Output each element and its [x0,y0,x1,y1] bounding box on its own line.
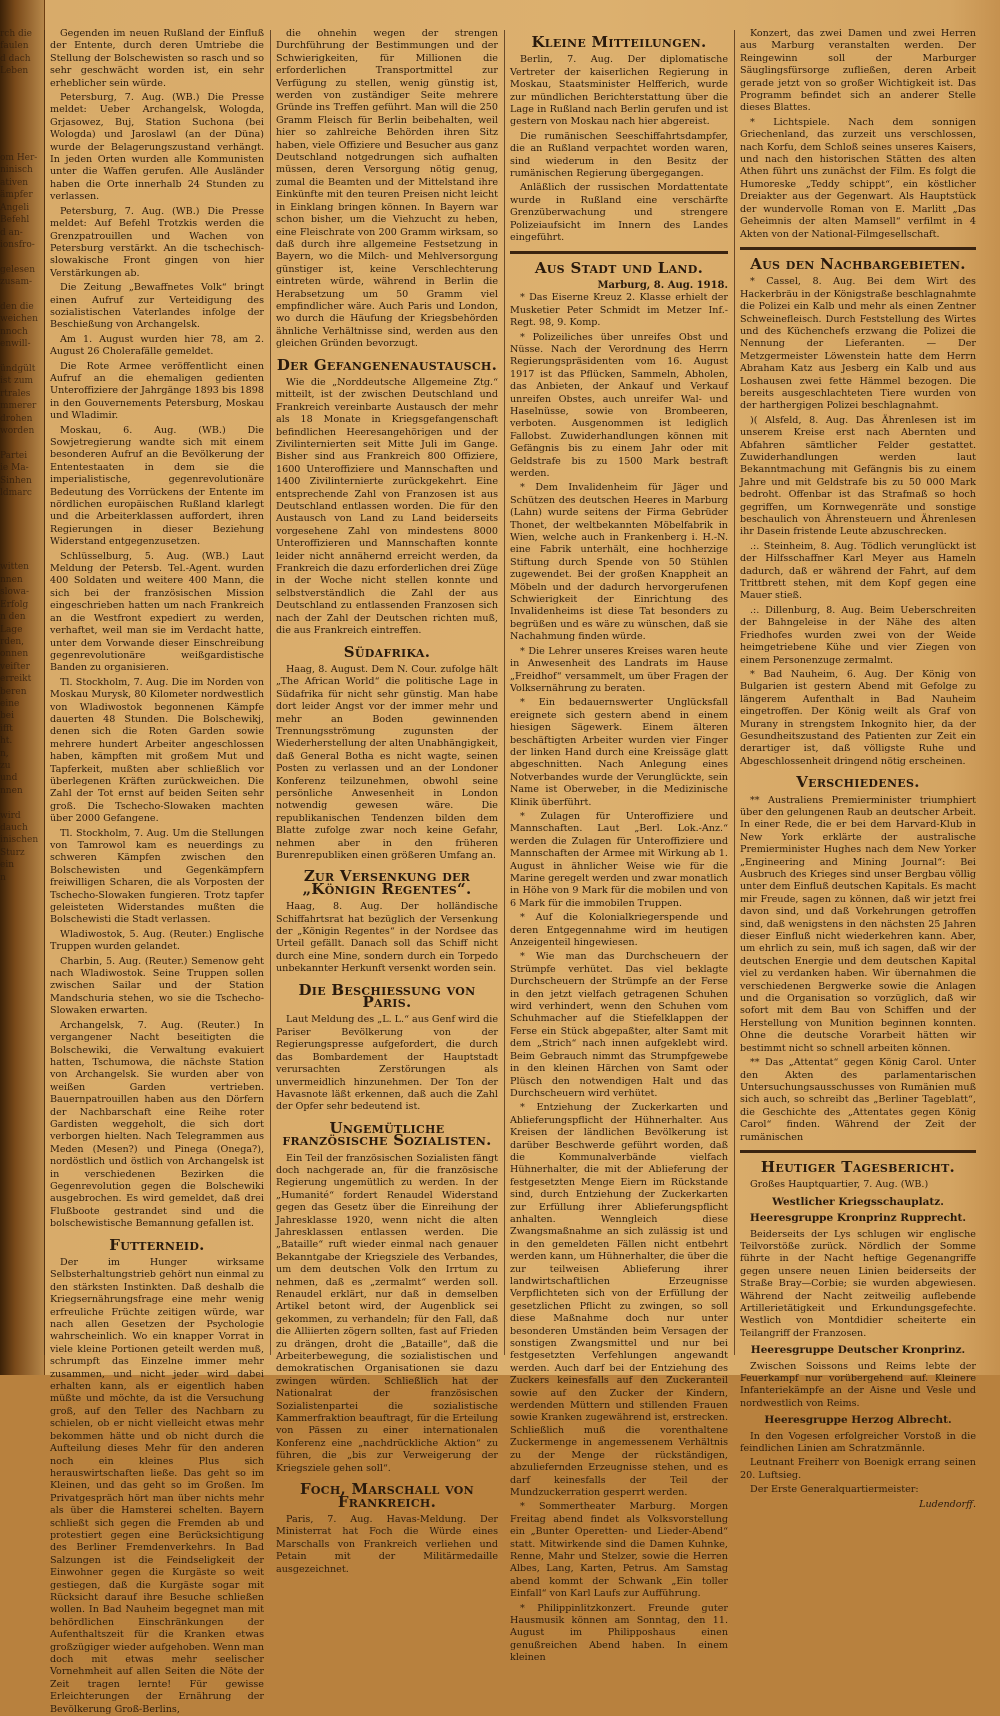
article-paragraph: * Die Lehrer unseres Kreises waren heute in Anwesenheit des Landrats im Hause „Freidhof“ versammelt, um über Fragen der Volksernährung zu beraten. [510,645,728,694]
column-2 [276,28,498,1575]
article-paragraph: Am 1. August wurden hier 78, am 2. August 26 Cholerafälle gemeldet. [50,333,264,358]
margin-fragment [0,549,38,561]
margin-fragment: enwill- [0,339,31,350]
margin-fragment: Leben [0,66,29,77]
article-paragraph: * Entziehung der Zuckerkarten und Ablieferungspflicht der Hühnerhalter. Aus Kreisen der ländlichen Bevölkerung ist darüber Beschwerde geführt worden, daß die Kommunalverbände vielfach Hühnerhalter, die mit der Ablieferung der festgesetzten Menge Eiern im Rückstande sind, durch Entziehung der Zuckerkarten zur Erfüllung ihrer Ablieferungspflicht anhalten. Wenngleich diese Zwangsmaßnahme an sich zulässig ist und in den gemeldeten Fällen nicht entbehrt werden kann, um Hühnerhalter, die über die zur teilweisen Ablieferung ihrer landwirtschaftlichen Erzeugnisse Verpflichteten sich von der Erfüllung der gesetzlichen Pflicht zu zwingen, so soll diese Maßnahme doch nur unter besonderen Umständen beim Versagen der sonstigen Zwangsmittel und nur bei festgesetzten Verfehlungen angewandt werden. Auch darf bei der Entziehung des Zuckers keinesfalls auf den Zuckeranteil sowie auf den Zucker der Kindern, werdenden Müttern und stillenden Frauen sowie Kranken zugewährend ist, erstrecken. Schließlich muß die vorenthaltene Zuckermenge in angemessenem Verhältnis zu der Menge der rückständigen, abzuliefernden Erzeugnisse stehen, und es darf keinesfalls der Teil der Mundzuckerration gesperrt werden. [510,1102,728,1498]
article-paragraph: In den Vogesen erfolgreicher Vorstoß in die feindlichen Linien am Schratzmännle. [740,1430,976,1455]
margin-fragment: beren [0,686,27,697]
article-paragraph: * Das Eiserne Kreuz 2. Klasse erhielt der Musketier Peter Schmidt im Metzer Inf.-Regt. 98, 9. Komp. [510,292,728,329]
article-headline: Futterneid. [109,1235,205,1254]
article-paragraph: Die Zeitung „Bewaffnetes Volk“ bringt einen Aufruf zur Verteidigung des sozialistischen Vaterlandes infolge der Beschießung von Archangelsk. [50,282,264,331]
article-paragraph: * Cassel, 8. Aug. Bei dem Wirt des Hackerbräu in der Königstraße beschlagnahmte die Polizei ein Kalb und mehr als einen Zentner Schweinefleisch. Durch Feststellung des Wirtes und des Küchenchefs erzwang die Polizei die Nennung der Lieferanten. — Der Metzgermeister Löwenstein hatte dem Herrn Abraham Katz aus Jesberg ein Kalb und aus Loshausen zwei fette Hämmel bezogen. Die bereits ausgeschlachteten Tiere wurden von der harthergigen Polizei beschlagnahmt. [740,276,976,412]
margin-fragment: d dach [0,53,31,64]
margin-fragment: rch die [0,29,32,39]
margin-fragment [0,127,38,139]
margin-fragment [0,537,38,549]
article-paragraph: Moskau, 6. Aug. (WB.) Die Sowjetregierung wandte sich mit einem besonderen Aufruf an die Bevölkerung der Ententestaaten in dem sie die imperialistische, gegenrevolutionäre Bedeutung des Vorrückens der Entente im nördlichen europäischen Rußland klarlegt und die Arbeiterklassen auffordert, ihren Regierungen in dieser Beziehung Widerstand entgegenzusetzen. [50,424,264,548]
section-divider [510,251,728,254]
margin-fragment: ativen [0,177,29,188]
article-paragraph: Anläßlich der russischen Mordattentate wurde in Rußland eine verschärfte Grenzüberwachung und strengere Polizeiaufsicht im Innern des Landes eingeführt. [510,182,728,244]
article-paragraph: Berlin, 7. Aug. Der diplomatische Vertreter der kaiserlichen Regierung in Moskau, Staatsminister Helfferich, wurde zur mündlichen Berichterstattung über die Lage in Rußland nach Berlin gerufen und ist gestern von Moskau nach hier abgereist. [510,54,728,128]
margin-fragment: den die [0,301,34,312]
article-paragraph: * Zulagen für Unteroffiziere und Mannschaften. Laut „Berl. Lok.-Anz.“ werden die Zulagen für Unteroffiziere und Mannschaften der Armee mit Wirkung ab 1. August in ähnlicher Weise wie für die Marine geregelt werden und zwar monatlich in Höhe von 9 Mark für die mobilen und von 6 Mark für die immobilen Truppen. [510,810,728,909]
margin-fragment: zusam- [0,277,33,288]
margin-fragment: onnen [0,649,29,660]
margin-fragment: Partei [0,450,28,461]
article-headline: Foch, Marschall von Frankreich. [299,1480,475,1511]
margin-fragment: mmerer [0,401,37,412]
margin-fragment: faulen [0,41,29,52]
margin-fragment: ie Ma- [0,463,29,474]
dateline: Marburg, 8. Aug. 1918. [597,279,728,291]
margin-fragment: Sinhen [0,475,32,486]
article-paragraph: ** Das „Attentat“ gegen König Carol. Unter den Akten des parlamentarischen Untersuchungsausschusses von Rumänien muß sich auch, so schreibt das „Berliner Tageblatt“, die Geschichte des „Attentates gegen König Carol“ finden. Während der Zeit der rumänischen [740,1057,976,1143]
article-paragraph: * Bad Nauheim, 6. Aug. Der König von Bulgarien ist gestern Abend mit Gefolge zu längerem Aufenthalt in Bad Nauheim eingetroffen. Der König weilt als Graf von Murany in strengstem Inkognito hier, da der Gesundheitszustand des Patienten zur Zeit ein derartiger ist, daß völligste Ruhe und Abgeschlossenheit dringend nötig erscheinen. [740,668,976,767]
margin-fragment [0,499,38,511]
margin-fragment: erreikt [0,674,32,685]
margin-fragment [0,90,38,102]
column-rule [270,30,271,1355]
article-headline: Heutiger Tagesbericht. [760,1157,956,1176]
article-paragraph: Leutnant Freiherr von Boenigk errang seinen 20. Luftsieg. [740,1457,976,1481]
column-rule [44,30,45,1355]
margin-fragment: nnen [0,785,23,796]
article-paragraph: die ohnehin wegen der strengen Durchführung der Bestimmungen und der Schwierigkeiten, für Millionen die erforderlichen Transportmittel zur Verfügung zu stellen, wenig günstig ist, werden von zuständiger Seite mehrere Gründe ins Treffen geführt. Man will die 250 Gramm Fleisch für Berlin beibehalten, weil hier so zahlreiche Behörden ihren Sitz haben, viele Offiziere und Besucher aus ganz Deutschland notgedrungen sich aufhalten müssen, deren Versorgung nötig genug, zumal die Beamten und der Mittelstand ihre Einkünfte mit den teuren Preisen nicht leicht in Einklang bringen können. In Bayern war schon bisher, um die Viehzucht zu heben, eine Fleischrate von 200 Gramm wirksam, so daß durch ihre allgemeine Festsetzung in Bayern, wo die Milch- und Mehlversorgung günstiger ist, keine Verschlechterung eintreten würde, während in Berlin die Herabsetzung um 50 Gramm viel empfindlicher wäre. Auch Paris und London, wo durch die Häufung der Kriegsbehörden ähnliche Verhältnisse sind, werden aus den gleichen Gründen bevorzugt. [276,28,498,350]
margin-fragment: ein [0,860,15,871]
article-paragraph: Konzert, das zwei Damen und zwei Herren aus Marburg veranstalten werden. Der Reingewinn soll der Marburger Säuglingsfürsorge zufließen, deren Arbeit gerade jetzt von so großer Wichtigkeit ist. Das Programm befindet sich an anderer Stelle dieses Blattes. [740,28,976,114]
margin-fragment: n, [0,748,9,759]
margin-fragment: eine [0,698,20,709]
margin-fragment: Befehl [0,215,30,226]
article-paragraph: ** Australiens Premierminister triumphiert über den gelungenen Raub an deutscher Arbeit. In einer Rede, die er bei dem Harvard-Klub in New York erklärte der australische Premierminister Hughes nach dem New Yorker „Engineering and Mining Journal“: Bei Ausbruch des Krieges sind unser Bergbau völlig unter dem Einfluß deutschen Kapitals. Es macht mir Freude, sagen zu können, daß wir jetzt frei davon sind, und daß Vorkehrungen getroffen sind, daß wenigstens in den nächsten 25 Jahren dieser Einfluß nicht wiederkehren kann. Aber, um ehrlich zu sein, muß ich sagen, daß wir der deutschen Energie und dem deutschen Kapital viel zu verdanken haben. Wir übernahmen die verschiedenen Bergwerke sowie die Anlagen und die Organisation so vorzüglich, daß wir sofort mit dem Bau von Schiffen und der Herstellung von Munition beginnen konnten. Ohne die deutsche Vorarbeit hätten wir bestimmt nicht so schnell arbeiten können. [740,794,976,1054]
margin-fragment [0,289,38,301]
article-paragraph: Laut Meldung des „L. L.“ aus Genf wird die Pariser Bevölkerung von der Regierungspresse aufgefordert, die durch das Bombardement der Hauptstadt verursachten Zerstörungen als unvermeidlich hinzunehmen. Der Ton der Havasnote läßt erkennen, daß auch die Zahl der Opfer sehr bedeutend ist. [276,1014,498,1113]
margin-fragment: d an- [0,227,23,238]
margin-fragment: nnen [0,574,23,585]
margin-fragment: bei [0,711,14,722]
article-paragraph: Ein Teil der französischen Sozialisten fängt doch nachgerade an, für die französische Regierung ungemütlich zu werden. In der „Humanité“ fordert Renaudel Widerstand gegen das Gesetz über die Einreihung der Jahresklasse 1920, wenn nicht die alten Jahresklassen entlassen werden. Die „Bataille“ ruft wieder einmal nach genauer Bekanntgabe der Kriegsziele des Verbandes, um dem deutschen Volk den Irrtum zu nehmen, daß es „zermalmt“ werden soll. Renaudel erklärt, nur daß in demselben Artikel betont wird, der Augenblick sei gekommen, zu verhandeln; für den Fall, daß die Alliierten zögern sollten, fast auf Frieden zu drängen, droht die „Bataille“, daß die Arbeiterbewegung, die sozialistischen und demokratischen Organisationen sie dazu zwingen würden. Schließlich hat der Nationalrat der französischen Sozialistenpartei die sozialistische Kammerfraktion beauftragt, für die Erteilung von Pässen zu einer internationalen Konferenz eine „nachdrückliche Aktion“ zu führen, die „bis zur Verweigerung der Kriegsziele gehen soll“. [276,1152,498,1474]
previous-page-margin [0,28,38,1361]
article-paragraph: Tl. Stockholm, 7. Aug. Um die Stellungen von Tamrowol kam es neuerdings zu schweren Kämpfen zwischen den Bolschewisten und Gegenkämpfern freiwilligen Scharen, die als Vorposten der Tschecho-Slowaken fungieren. Trotz tapfer geleisteten Widerstandes mußten die Bolschewisti die Stadt verlassen. [50,827,264,926]
margin-fragment [0,115,38,127]
article-paragraph: * Wie man das Durchscheuern der Strümpfe verhütet. Das viel beklagte Durchscheuern der Strümpfe an der Ferse in den jetzt vielfach getragenen Schuhen wird verhindert, wenn den Schuhen vom Schuhmacher auf die Stiefelklappen der Ferse ein Stück abgepaßter, alter Samt mit dem „Strich“ nach innen aufgeklebt wird. Beim Gebrauch nimmt das Strumpfgewebe in den kleinen Härchen von Samt oder Plüsch den notwendigen Halt und das Durchscheuern wird verhütet. [510,951,728,1099]
column-3 [510,28,728,1664]
article-paragraph: * Dem Invalidenheim für Jäger und Schützen des deutschen Heeres in Marburg (Lahn) wurde seitens der Firma Gebrüder Thonet, der weltbekannten Möbelfabrik in Wien, welche auch in Frankenberg i. H.-N. eine Fabrik unterhält, eine hochherzige Stiftung durch Spende von 50 Stühlen zugewendet. Bei der großen Knappheit an Möbeln und der dadurch hervorgerufenen Schwierigkeit der Einrichtung des Invalidenheims ist diese Tat besonders zu begrüßen und es wäre zu wünschen, daß sie Nachahmung finden würde. [510,482,728,643]
margin-fragment: ist zum [0,376,34,387]
margin-fragment: ionsfro- [0,239,35,250]
margin-fragment: nnoch [0,326,28,337]
margin-fragment [0,78,38,90]
article-paragraph: Tl. Stockholm, 7. Aug. Die im Norden von Moskau Murysk, 80 Kilometer nordwestlich von Wladiwostok begonnenen Kämpfe dauerten 48 Stunden. Die Bolschewikj, denen sich die Roten Garden sowie mehrere hundert Arbeiter angeschlossen haben, kämpften mit großem Mut und Tapferkeit, mußten aber schließlich vor überlegenen Kräften zurückweichen. Die Zahl der Tot ernst auf beiden Seiten sehr groß. Die Tschecho-Slowaken machten über 2000 Gefangene. [50,676,264,825]
margin-fragment: inischen [0,835,39,846]
column-1 [50,28,264,1715]
article-headline: Aus den Nachbargebieten. [750,254,966,273]
article-headline: Aus Stadt und Land. [534,258,704,277]
article-paragraph: Gegenden im neuen Rußland der Einfluß der Entente, durch deren Umtriebe die Stellung der Bolschewisten so rasch und so sehr geschwächt worden ist, ein sehr erheblicher sein würde. [50,28,264,89]
margin-fragment [0,140,38,152]
signature-line: Ludendorff. [919,1498,976,1510]
margin-fragment [0,797,38,809]
article-headline: Die Beschießung von Paris. [298,980,476,1012]
article-paragraph: Paris, 7. Aug. Havas-Meldung. Der Ministerrat hat Foch die Würde eines Marschalls von Frankreich verliehen und Petain mit der Militärmedaille ausgezeichnet. [276,1513,498,1575]
article-paragraph: Wie die „Norddeutsche Allgemeine Ztg.“ mitteilt, ist der zwischen Deutschland und Frankreich vereinbarte Austausch der mehr als 18 Monate in Kriegsgefangenschaft befindlichen Heeresangehörigen und der Zivilinternierten seit Mitte Juli im Gange. Bisher sind aus Frankreich 800 Offiziere, 1600 Unteroffiziere und Mannschaften und 1400 Zivilinternierte zurückgekehrt. Eine entsprechende Zahl von Franzosen ist aus Deutschland entlassen worden. Die für den Austausch von Land zu Land beiderseits vorgesehene Zahl von mindestens 8000 Unteroffizieren und Mannschaften konnte leider nicht annähernd erreicht werden, da Frankreich die dazu erforderlichen drei Züge in der Woche nicht stellen konnte und selbstverständlich die Zahl der aus Deutschland zu entlassenden Franzosen sich nach der Zahl der Deutschen richten muß, die aus Frankreich eintreffen. [276,376,498,637]
margin-fragment: gelesen [0,264,36,275]
article-paragraph: .:. Steinheim, 8. Aug. Tödlich verunglückt ist der Hilfsschaffner Karl Meyer aus Hameln dadurch, daß er während der Fahrt, auf dem Trittbrett stehen, mit dem Kopf gegen eine Mauer stieß. [740,540,976,602]
margin-fragment: ht. [0,736,13,747]
article-headline: Kleine Mitteilungen. [531,33,707,51]
margin-fragment: Angeli [0,202,30,213]
article-paragraph: Archangelsk, 7. Aug. (Reuter.) In vergangener Nacht beseitigten die Bolschewiki, die Verwaltung evakuiert hatten, Tschumowa, die nächste Station von Archangelsk. Sie wurden aber von weißen Garden vertrieben. Bauernpatrouillen haben aus den Dörfern der Nachbarschaft eine Reihe roter Gardisten weggeholt, die sich dort verborgen hielten. Nach Telegrammen aus Meden (Mesen?) und Pinega (Onega?), nordöstlich und östlich von Archangelsk ist in verschiedenen Bezirken die Gegenrevolution gegen die Bolschewiki ausgebrochen. Es wird gemeldet, daß drei Flußboote gestrandet sind und die bolschewistische Bemannung gefallen ist. [50,1019,264,1230]
article-paragraph: Haag, 8. Aug. Der holländische Schiffahrtsrat hat bezüglich der Versenkung der „Königin Regentes“ in der Nordsee das Urteil gefällt. Danach soll das Schiff nicht durch eine Mine, sondern durch ein Torpedo unbekannter Herkunft versenkt worden sein. [276,901,498,975]
article-paragraph: Schlüsselburg, 5. Aug. (WB.) Laut Meldung der Petersb. Tel.-Agent. wurden 400 Soldaten und weitere 400 Mann, die sich bei der französischen Mission eingeschrieben hatten um nach Frankreich an die Westfront expediert zu werden, verhaftet, weil man sie im Verdacht hatte, unter dem Vorwande dieser Einschreibung gegenrevolutionäre weißgardistische Banden zu organisieren. [50,550,264,674]
margin-fragment: Lage [0,624,23,635]
margin-fragment: dauch [0,823,28,833]
article-paragraph: Haag, 8. August. Dem N. Cour. zufolge hält „The African World“ die politische Lage in Südafrika für nicht sehr günstig. Man habe dort leider Angst vor der immer mehr und mehr an Boden gewinnenden Trennungsströmung zugunsten der Wiederherstellung der alten Unabhängigkeit, daß General Botha es nicht wagte, seinen Posten zu verlassen und an der Londoner Konferenz teilzunehmen, obwohl seine persönliche Anwesenheit in London notwendig gewesen wäre. Die republikanischen Tendenzen bilden dem Blatte zufolge zwar noch keine Gefahr, nehmen aber in den früheren Burenrepubliken einen größeren Umfang an. [276,663,498,861]
margin-fragment: n den [0,612,26,623]
margin-fragment [0,102,38,114]
margin-fragment: slowa- [0,587,30,598]
margin-fragment: weichen [0,314,38,325]
margin-fragment: rtrales [0,388,31,399]
article-paragraph: * Polizeiliches über unreifes Obst und Nüsse. Nach der Verordnung des Herrn Regierungspräsidenten vom 16. August 1917 ist das Pflücken, Sammeln, Abholen, das Anbieten, der Ankauf und Verkauf unreifen Obstes, auch unreifer Wal- und Haselnüsse, sowie von Brombeeren, verboten. Ausgenommen ist lediglich Fallobst. Zuwiderhandlungen können mit Gefängnis bis zu einem Jahr oder mit Geldstrafe bis zu 1500 Mark bestraft werden. [510,331,728,479]
article-paragraph: Petersburg, 7. Aug. (WB.) Die Presse meldet: Ueber Archangelsk, Wologda, Grjasowez, Buj, Station Suchona (bei Wologda) und Jaroslawl (an der Düna) wurde der Belagerungszustand verhängt. In jeden Orten wurden alle Kommunisten unter die Waffen gerufen. Alle Ausländer haben die Orte innerhalb 24 Stunden zu verlassen. [50,92,264,203]
section-divider [740,1150,976,1153]
margin-fragment: Sturz [0,847,25,858]
section-subheading: Heeresgruppe Deutscher Kronprinz. [750,1344,966,1357]
margin-fragment: wird [0,810,21,821]
margin-fragment: ämpfer [0,190,33,201]
article-headline: Verschiedenes. [796,773,920,792]
article-paragraph: Großes Hauptquartier, 7. Aug. (WB.) [750,1179,929,1191]
section-subheading: Westlicher Kriegsschauplatz. [772,1195,944,1208]
section-subheading: Heeresgruppe Herzog Albrecht. [764,1414,952,1427]
article-paragraph: * Philippinlitzkonzert. Freunde guter Hausmusik können am Sonntag, den 11. August im Philipposhaus einen genußreichen Abend haben. In einem kleinen [510,1602,728,1664]
article-paragraph: Petersburg, 7. Aug. (WB.) Die Presse meldet: Auf Befehl Trotzkis werden die Grenzpatrouillen und Wachen von Petersburg verstärkt. An die tschechisch-slowakische Front gingen von hier Verstärkungen ab. [50,205,264,279]
column-rule [504,30,505,1355]
margin-fragment: drohen [0,413,33,424]
article-paragraph: .:. Dillenburg, 8. Aug. Beim Ueberschreiten der Bahngeleise in der Nähe des alten Friedhofes wurden zwei von der Weide heimgetriebene Kühe und vier Ziegen von einem Personenzuge zermalmt. [740,604,976,666]
column-4 [740,28,976,1510]
article-paragraph: Charbin, 5. Aug. (Reuter.) Semenow geht nach Wladiwostok. Seine Truppen sollen zwischen Sailar und der Station Mandschuria stehen, wo sie die Tschecho-Slowaken erwarten. [50,955,264,1017]
section-divider [740,247,976,250]
margin-fragment: witten [0,562,29,573]
margin-fragment [0,437,38,449]
margin-fragment: veifter [0,661,30,672]
article-paragraph: Wladiwostok, 5. Aug. (Reuter.) Englische Truppen wurden gelandet. [50,928,264,953]
article-paragraph: Zwischen Soissons und Reims lebte der Feuerkampf nur vorübergehend auf. Kleinere Infanteriekämpfe an der Aisne und Vesle und nordwestlich von Reims. [740,1360,976,1409]
article-headline: Südafrika. [343,642,431,661]
margin-fragment: und [0,773,18,784]
margin-fragment [0,351,38,363]
article-paragraph: * Lichtspiele. Nach dem sonnigen Griechenland, das zurzeit uns verschlossen, nach Korfu, dem Schloß seines unseres Kaisers, und nach den historischen Stätten des alten Athen führt uns zunächst der Film. Es folgt die Humoreske „Teddy schippt“, ein köstlicher Dreiakter aus der Gegenwart. Als Hauptstück der wundervolle Roman von E. Marlitt „Das Geheimnis der alten Mamsell“ verfilmt in 4 Akten von der National-Filmgesellschaft. [740,116,976,240]
margin-fragment: om Her- [0,153,38,164]
article-headline: Der Gefangenenaustausch. [276,355,498,374]
margin-fragment [0,251,38,263]
article-paragraph: Der Erste Generalquartiermeister: [750,1484,919,1496]
margin-fragment [0,524,38,536]
margin-fragment: ündgült [0,363,36,374]
column-rule [734,30,735,1355]
margin-fragment: Erfolg [0,599,29,610]
article-paragraph: )( Alsfeld, 8. Aug. Das Ährenlesen ist im unserem Kreise erst nach Abernten und Abfahren sämtlicher Felder gestattet. Zuwiderhandlungen werden laut Bekanntmachung mit Gefängnis bis zu einem Jahre und mit Geldstrafe bis zu 50 000 Mark bedroht. Offenbar ist das Strafmaß so hoch gegriffen, um Kornwegenräte und sonstige beschaulich von Ährensteuern und Ährenlesen ihr Dasein fristende Leute abzuschrecken. [740,414,976,538]
margin-fragment: ifft [0,723,13,734]
article-paragraph: Die Rote Armee veröffentlicht einen Aufruf an die ehemaligen gedienten Unteroffiziere der Jahrgänge 1893 bis 1898 in den Gouvernements Petersburg, Moskau und Wladimir. [50,360,264,422]
margin-fragment: zu [0,760,11,771]
article-paragraph: * Ein bedauernswerter Unglücksfall ereignete sich gestern abend in einem hiesigen Sägewerk. Einem älteren beschäftigten Arbeiter wurden vier Finger der linken Hand durch eine Kreissäge glatt abgeschnitten. Nach Anlegung eines Notverbandes wurde der Verunglückte, sein Name ist Oberweber, in die Medizinische Klinik überführt. [510,697,728,808]
section-subheading: Heeresgruppe Kronprinz Rupprecht. [749,1212,967,1225]
margin-fragment [0,512,38,524]
article-paragraph: Der im Hunger wirksame Selbsterhaltungstrieb gehört nun einmal zu den stärksten Instinkten. Daß deshalb die Kriegsernährungsfrage eine mehr wenig erfreuliche Früchte zeitigen würde, war nach allen Gesetzen der Psychologie wahrscheinlich. Wo ein knapper Vorrat in viele kleine Portionen geteilt werden muß, schrumpft das Einzelne immer mehr zusammen, und nicht jeder wird dabei erhalten kann, als er eigentlich haben müßte und möchte, da ist die Versuchung groß, auf den Teller des Nachbarn zu schielen, ob er nicht vielleicht etwas mehr bekommen hätte und ob nicht durch die Aufteilung dieses Mehr für den anderen noch ein kleines Plus sich herauswirtschaften ließe. Das geht so im Kleinen, und das geht so im Großen. Im Privatgespräch hört man über nichts mehr als über die Hamsterei schelten. Bayern schließt sich gegen die Fremden ab und protestiert gegen eine Berücksichtigung des Berliner Fremdenverkehrs. In Bad Salzungen ist die Feindseligkeit der Einwohner gegen die Kurgäste so weit gestiegen, daß die Kurgäste sogar mit Rücksicht darauf ihre Besuche schließen wollen. In Bad Nauheim begegnet man mit behördlichen Einschränkungen der Aufenthaltszeit für die Kranken etwas großzügiger wieder aufgehoben. Wenn man doch mit etwas mehr seelischer Vornehmheit auf allen Seiten die Nöte der Zeit tragen lernte! Für gewisse Erleichterungen der Ernährung der Bevölkerung Groß-Berlins, [50,1257,264,1715]
article-paragraph: * Sommertheater Marburg. Morgen Freitag abend findet als Volksvorstellung ein „Bunter Operetten- und Lieder-Abend“ statt. Mitwirkende sind die Damen Kuhnke, Renne, Mahr und Stelzer, sowie die Herren Albes, Lang, Karten, Petrus. Am Samstag abend kommt der Schwank „Ein toller Einfall“ von Karl Laufs zur Aufführung. [510,1501,728,1600]
margin-fragment: ldmarc [0,488,32,499]
article-paragraph: * Auf die Kolonialkriegerspende und deren Entgegennahme wird im heutigen Anzeigenteil hingewiesen. [510,912,728,949]
article-headline: Ungemütliche französische Sozialisten. [282,1118,492,1150]
margin-fragment: rden, [0,636,25,647]
margin-fragment: worden [0,426,35,436]
article-headline: Zur Versenkung der „Königin Regentes“. [302,867,472,898]
margin-fragment: ninisch [0,165,33,176]
article-paragraph: Beiderseits der Lys schlugen wir englische Teilvorstöße zurück. Nördlich der Somme führte in der Nacht heftige Gegenangriffe gegen unsere neuen Linien beiderseits der Straße Bray—Corbie; sie wurden abgewiesen. Während der Nacht zeitweilig auflebende Artillerietätigkeit und Erkundungsgefechte. Westlich von Montdidier scheiterte ein Teilangriff der Franzosen. [740,1228,976,1339]
article-paragraph: Die rumänischen Seeschiffahrtsdampfer, die an Rußland verpachtet worden waren, sind wiederum in den Besitz der rumänischen Regierung übergegangen. [510,130,728,180]
margin-fragment: n [0,872,6,883]
